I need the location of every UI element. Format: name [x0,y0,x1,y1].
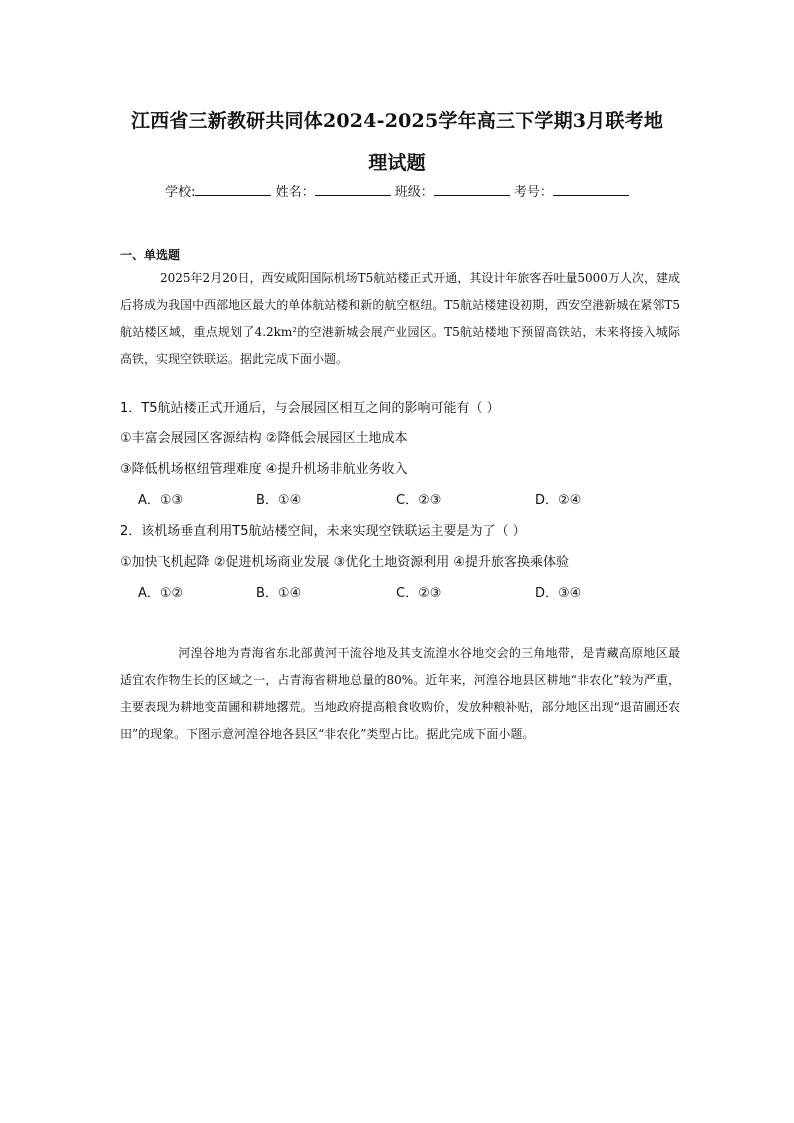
class-blank [434,183,510,196]
name-blank [315,183,391,196]
passage-airport-text: 2025年2月20日，西安咸阳国际机场T5航站楼正式开通，其设计年旅客吞吐量5000万人次，建成后将成为我国中西部地区最大的单体航站楼和新的航空枢纽。T5航站楼建设初期，西安空港新城在紧邻T5航站楼区域，重点规划了4.2km²的空港新城会展产业园区。T5航站楼地下预留高铁站，未来将接入城际高铁，实现空铁联运。据此完成下面小题。 [120,271,680,366]
school-blank [195,183,271,196]
exam-no-blank [553,183,629,196]
question-1-option-b[interactable]: B．①④ [256,493,302,508]
passage-huangshui-text: 河湟谷地为青海省东北部黄河干流谷地及其支流湟水谷地交会的三角地带，是青藏高原地区最适宜农作物生长的区域之一，占青海省耕地总量的80%。近年来，河湟谷地县区耕地“非农化”较为严重，主要表现为耕地变苗圃和耕地撂荒。当地政府提高粮食收购价，发放种粮补贴，部分地区出现“退苗圃还农田”的现象。下图示意河湟谷地各县区“非农化”类型占比。据此完成下面小题。 [120,646,680,741]
question-1-option-c[interactable]: C．②③ [396,493,442,508]
passage-huangshui [120,640,680,748]
exam-title-line1: 江西省三新教研共同体2024-2025学年高三下学期3月联考地 [130,110,664,132]
question-2-option-b[interactable]: B．①④ [256,586,302,601]
question-1-option-a[interactable]: A．①③ [138,493,184,508]
name-label: 姓名： [275,185,315,200]
question-1-stem: 1．T5航站楼正式开通后，与会展园区相互之间的影响可能有（ ） [120,401,500,416]
question-2-option-a[interactable]: A．①② [138,586,184,601]
school-label: 学校: [165,185,196,200]
question-2-option-c[interactable]: C．②③ [396,586,442,601]
question-2-items-line1: ①加快飞机起降 ②促进机场商业发展 ③优化土地资源利用 ④提升旅客换乘体验 [120,555,570,570]
question-1-option-d[interactable]: D．②④ [535,493,582,508]
section-heading: 一、单选题 [120,248,181,262]
exam-no-label: 考号： [513,185,553,200]
exam-title-line2: 理试题 [368,152,426,174]
question-2-option-d[interactable]: D．③④ [535,586,582,601]
class-label: 班级： [394,185,434,200]
question-1-items-line2: ③降低机场枢纽管理难度 ④提升机场非航业务收入 [120,462,408,477]
question-1-items-line1: ①丰富会展园区客源结构 ②降低会展园区土地成本 [120,431,408,446]
question-2-stem: 2．该机场垂直利用T5航站楼空间，未来实现空铁联运主要是为了（ ） [120,524,526,539]
passage-airport [120,265,680,373]
student-info-row [0,181,794,200]
